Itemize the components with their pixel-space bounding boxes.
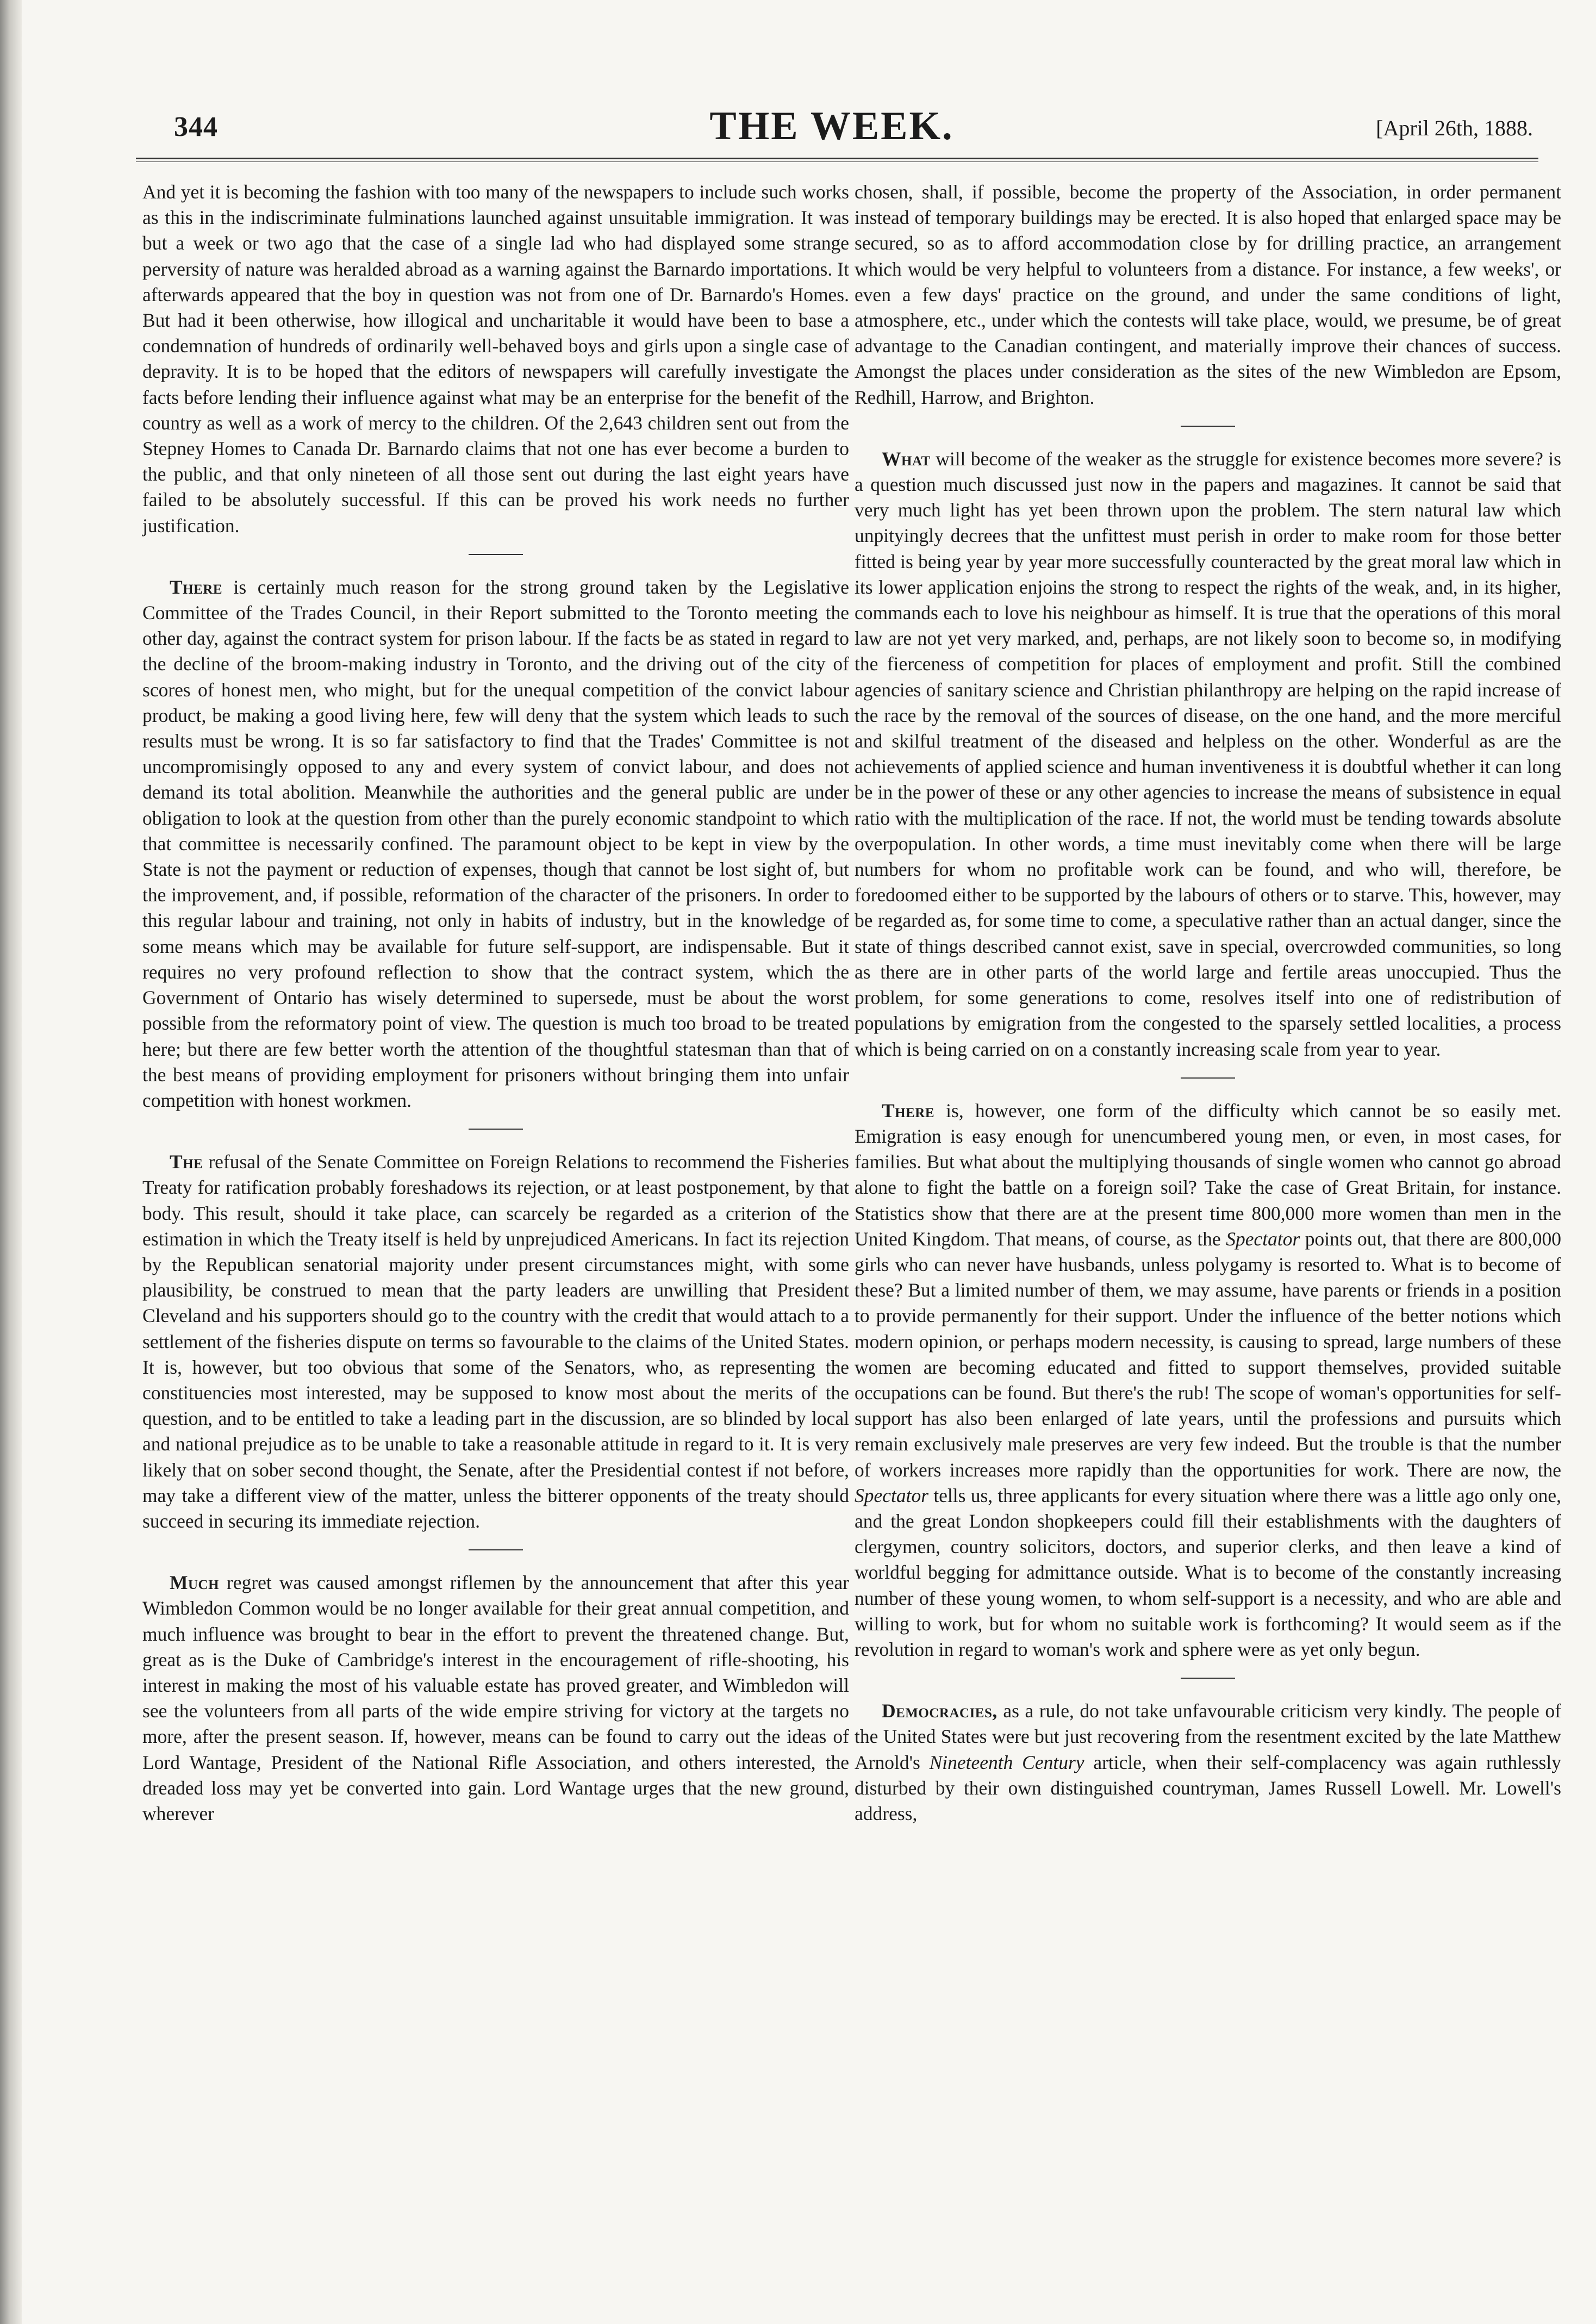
article-body: will become of the weaker as the struggle for existence becomes more severe? is a question much discussed just now in the papers and magazines. It cannot be said that very much light has yet been thrown upon the problem. The stern natural law which unpityingly decrees that the unfittest must perish in order to make room for those better fitted is being year by year more successfully counteracted by the great moral law which in its lower application enjoins the strong to respect the rights of the weak, and, in its higher, commands each to love his neighbour as himself. It is true that the operations of this moral law are not yet very marked, and, perhaps, are not likely soon to become so, in modifying the fierceness of competition for places of employment and profit. Still the combined agencies of sanitary science and Christian philanthropy are helping on the rapid increase of the race by the removal of the sources of disease, on the one hand, and the more merciful and skilful treatment of the diseased and helpless on the other. Wonderful as are the achievements of applied science and human inventiveness it is doubtful whether it can long be in the power of these or any other agencies to increase the means of subsistence in equal ratio with the multiplication of the race. If not, the world must be tending towards absolute overpopulation. In other words, a time must inevitably come when there will be large numbers for whom no profitable work can be found, and who will, therefore, be foredoomed either to be supported by the labours of others or to starve. This, however, may be regarded as, for some time to come, a speculative rather than an actual danger, since the state of things described cannot exist, save in special, overcrowded communities, so long as there are in other parts of the world large and fertile areas unoccupied. Thus the problem, for some generations to come, resolves itself into one of redistribution of populations by emigration from the congested to the sparsely settled localities, a process which is being carried on on a constantly increasing scale from year to year. <box>855 447 1561 1060</box>
section-divider <box>1181 426 1235 427</box>
article-lead-word: There <box>170 576 223 598</box>
article-lead-word: Democracies, <box>882 1700 998 1722</box>
publication-title: Nineteenth Century <box>929 1751 1084 1773</box>
article-democracies <box>855 1698 1561 1827</box>
article-lead-word: The <box>170 1151 203 1173</box>
page-number: 344 <box>174 111 218 142</box>
binding-edge <box>0 0 22 2324</box>
article-body: refusal of the Senate Committee on Foreign Relations to recommend the Fisheries Treaty for ratification probably foreshadows its rejection, or at least postponement, by that body. This result, should it take place, can scarcely be regarded as a criterion of the estimation in which the Treaty itself is held by unprejudiced Americans. In fact its rejection by the Republican senatorial majority under present circumstances might, with some plausibility, be construed to mean that the party leaders are unwilling that President Cleveland and his supporters should go to the country with the credit that would attach to a settlement of the fisheries dispute on terms so favourable to the claims of the United States. It is, however, but too obvious that some of the Senators, who, as representing the constituencies most interested, may be supposed to know most about the merits of the question, and to be entitled to take a leading part in the discussion, are so blinded by local and national prejudice as to be unable to take a reasonable attitude in regard to it. It is very likely that on sober second thought, the Senate, after the Presidential contest if not before, may take a different view of the matter, unless the bitterer opponents of the treaty should succeed in securing its immediate rejection. <box>142 1151 849 1532</box>
masthead <box>130 103 1533 158</box>
section-divider <box>1181 1077 1235 1079</box>
article-body: regret was caused amongst riflemen by the announcement that after this year Wimbledon Common would be no longer available for their great annual competition, and much influence was brought to bear in the effort to prevent the threatened change. But, great as is the Duke of Cambridge's interest in the encouragement of rifle-shooting, his interest in making the most of his valuable estate has proved greater, and Wimbledon will see the volunteers from all parts of the wide empire striving for victory at the targets no more, after the present season. If, however, means can be found to carry out the ideas of Lord Wantage, President of the National Rifle Association, and others interested, the dreaded loss may yet be converted into gain. Lord Wantage urges that the new ground, wherever <box>142 1572 849 1824</box>
header-rule <box>136 158 1538 162</box>
article-body: article, when their self-complacency was again ruthlessly disturbed by their own distinguished countryman, James Russell Lowell. Mr. Lowell's address, <box>855 1751 1561 1824</box>
publication-title: Spectator <box>1226 1228 1300 1250</box>
section-divider <box>469 554 523 555</box>
article-barnardo-homes: And yet it is becoming the fashion with too many of the newspapers to include such works as this in the indiscriminate fulminations launched against unsuitable immigration. It was but a week or two ago that the case of a single lad who had displayed some strange perversity of nature was heralded abroad as a warning against the Barnardo importations. It afterwards appeared that the boy in question was not from one of Dr. Barnardo's Homes. But had it been otherwise, how illogical and uncharitable it would have been to base a condemnation of hundreds of ordinarily well-behaved boys and girls upon a single case of depravity. It is to be hoped that the editors of newspapers will carefully investigate the facts before lending their influence against what may be an enterprise for the benefit of the country as well as a work of mercy to the children. Of the 2,643 children sent out from the Stepney Homes to Canada Dr. Barnardo claims that not one has ever become a burden to the public, and that only nineteen of all those sent out during the last eight years have failed to be absolutely successful. If this can be proved his work needs no further justification. <box>142 181 849 537</box>
article-body: is certainly much reason for the strong ground taken by the Legislative Committee of the Trades Council, in their Report submitted to the Toronto meeting the other day, against the contract system for prison labour. If the facts be as stated in regard to the decline of the broom-making industry in Toronto, and the driving out of the city of scores of honest men, who might, but for the unequal competition of the convict labour product, be making a good living here, few will deny that the system which leads to such results must be wrong. It is so far satisfactory to find that the Trades' Committee is not uncompromisingly opposed to any and every system of convict labour, and does not demand its total abolition. Meanwhile the authorities and the general public are under obligation to look at the question from other than the purely economic standpoint to which that committee is necessarily confined. The paramount object to be kept in view by the State is not the payment or reduction of expenses, though that cannot be lost sight of, but the improvement, and, if possible, reformation of the character of the prisoners. In order to this regular labour and training, not only in habits of industry, but in the knowledge of some means which may be available for future self-support, are indispensable. But it requires no very profound reflection to show that the contract system, which the Government of Ontario has wisely determined to supersede, must be about the worst possible from the reformatory point of view. The question is much too broad to be treated here; but there are few better worth the attention of the thoughtful statesman than that of the best means of providing employment for prisoners without bringing them into unfair competition with honest workmen. <box>142 576 849 1111</box>
article-prison-labour <box>142 575 849 1113</box>
section-divider <box>469 1129 523 1130</box>
article-body: points out, that there are 800,000 girls who can never have husbands, unless polygamy is resorted to. What is to become of these? But a limited number of them, we may assume, have parents or friends in a position to provide permanently for their support. Under the influence of the better notions which modern opinion, or perhaps modern necessity, is causing to spread, large numbers of these women are becoming educated and fitted to support themselves, provided suitable occupations can be found. But there's the rub! The scope of woman's opportunities for self-support has also been enlarged of late years, until the professions and pursuits which remain exclusively male preserves are very few indeed. But the trouble is that the number of workers increases more rapidly than the opportunities for work. There are now, the <box>855 1228 1561 1481</box>
journal-title: THE WEEK. <box>709 104 954 148</box>
article-wimbledon <box>142 1570 849 1827</box>
article-lead-word: Much <box>170 1572 220 1594</box>
publication-title: Spectator <box>855 1484 929 1506</box>
article-fisheries-treaty <box>142 1149 849 1534</box>
article-body: tells us, three applicants for every situation where there was a little ago only one, and the great London shopkeepers could fill their establishments with the daughters of clergymen, country solicitors, doctors, and superior clerks, and then leave a kind of worldful begging for admittance outside. What is to become of the constantly increasing number of these young women, to whom self-support is a necessity, and who are able and willing to work, but for whom no suitable work is forthcoming? It would seem as if the revolution in regard to woman's work and sphere were as yet only begun. <box>855 1484 1561 1660</box>
article-lead-word: What <box>882 447 931 470</box>
article-struggle-for-existence <box>855 446 1561 1062</box>
section-divider <box>1181 1678 1235 1679</box>
article-body: is, however, one form of the difficulty which cannot be so easily met. Emigration is easy enough for unencumbered young men, or even, in most cases, for families. But what about the multiplying thousands of single women who cannot go abroad alone to fight the battle on a foreign soil? Take the case of Great Britain, for instance. Statistics show that there are at the present time 800,000 more women than men in the United Kingdom. That means, of course, as the <box>855 1099 1561 1250</box>
article-wimbledon-continued: chosen, shall, if possible, become the property of the Association, in order permanent instead of temporary buildings may be erected. It is also hoped that enlarged space may be secured, so as to afford accommodation close by for drilling practice, an arrangement which would be very helpful to volunteers from a distance. For instance, a few weeks', or even a few days' practice on the ground, and under the same conditions of light, atmosphere, etc., under which the contests will take place, would, we presume, be of great advantage to the Canadian contingent, and materially improve their chances of success. Amongst the places under consideration as the sites of the new Wimbledon are Epsom, Redhill, Harrow, and Brighton. <box>855 181 1561 408</box>
article-lead-word: There <box>882 1099 935 1121</box>
right-column <box>855 179 1561 1827</box>
section-divider <box>469 1549 523 1550</box>
left-column <box>142 179 849 1827</box>
article-body: as a rule, do not take unfavourable criticism very kindly. The people of the United States were but just recovering from the resentment excited by the late Matthew Arnold's <box>855 1700 1561 1773</box>
article-surplus-women <box>855 1098 1561 1662</box>
issue-date: [April 26th, 1888. <box>1376 116 1533 140</box>
